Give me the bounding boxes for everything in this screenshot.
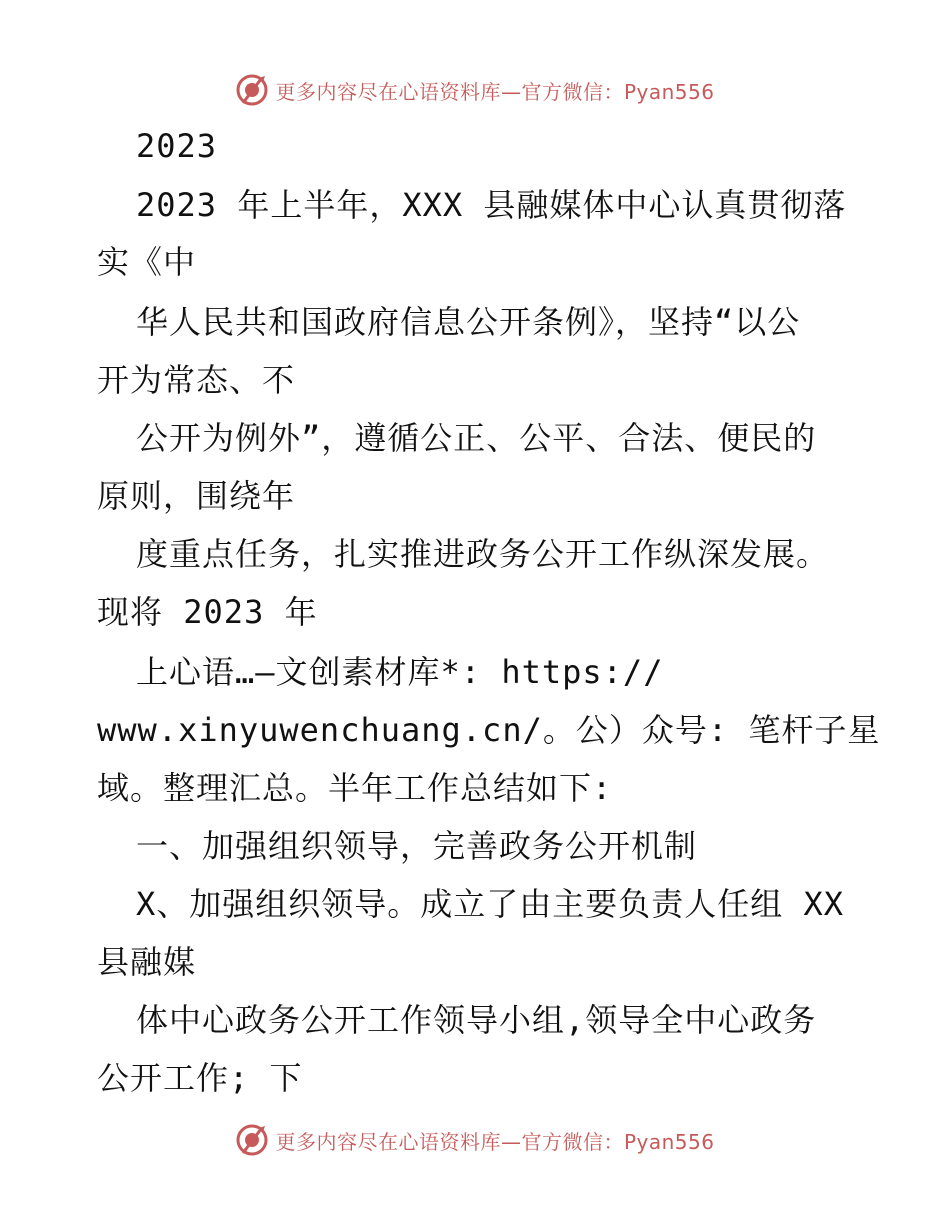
footer-watermark xyxy=(0,1120,950,1160)
doc-line: 域。整理汇总。半年工作总结如下: xyxy=(97,769,613,807)
doc-line: 度重点任务，扎实推进政务公开工作纵深发展。 xyxy=(136,535,830,573)
doc-line: 公开工作; 下 xyxy=(97,1059,303,1097)
doc-line: 开为常态、不 xyxy=(97,361,296,399)
doc-line: 现将 2023 年 xyxy=(97,593,318,631)
doc-line: X、加强组织领导。成立了由主要负责人任组 XX xyxy=(136,885,845,923)
doc-line: 公开为例外”，遵循公正、公平、合法、便民的 xyxy=(136,419,817,457)
doc-line: 2023 年上半年，XXX 县融媒体中心认真贯彻落 xyxy=(136,186,847,224)
doc-line: 2023 xyxy=(136,127,218,165)
watermark-text: 更多内容尽在心语资料库—官方微信：Pyan556 xyxy=(275,1129,715,1154)
doc-line: 华人民共和国政府信息公开条例》，坚持“以公 xyxy=(136,303,801,341)
doc-line: 原则，围绕年 xyxy=(97,477,296,515)
watermark-text: 更多内容尽在心语资料库—官方微信：Pyan556 xyxy=(275,79,715,104)
doc-line: 县融媒 xyxy=(97,943,197,981)
doc-line: www.xinyuwenchuang.cn/。公）众号: 笔杆子星 xyxy=(97,711,881,749)
doc-line: 实《中 xyxy=(97,243,197,281)
doc-line: 一、加强组织领导，完善政务公开机制 xyxy=(136,827,698,865)
doc-line: 上心语…—文创素材库*: https:// xyxy=(136,653,664,691)
quill-seal-icon xyxy=(235,1123,269,1157)
doc-line: 体中心政务公开工作领导小组,领导全中心政务 xyxy=(136,1001,817,1039)
